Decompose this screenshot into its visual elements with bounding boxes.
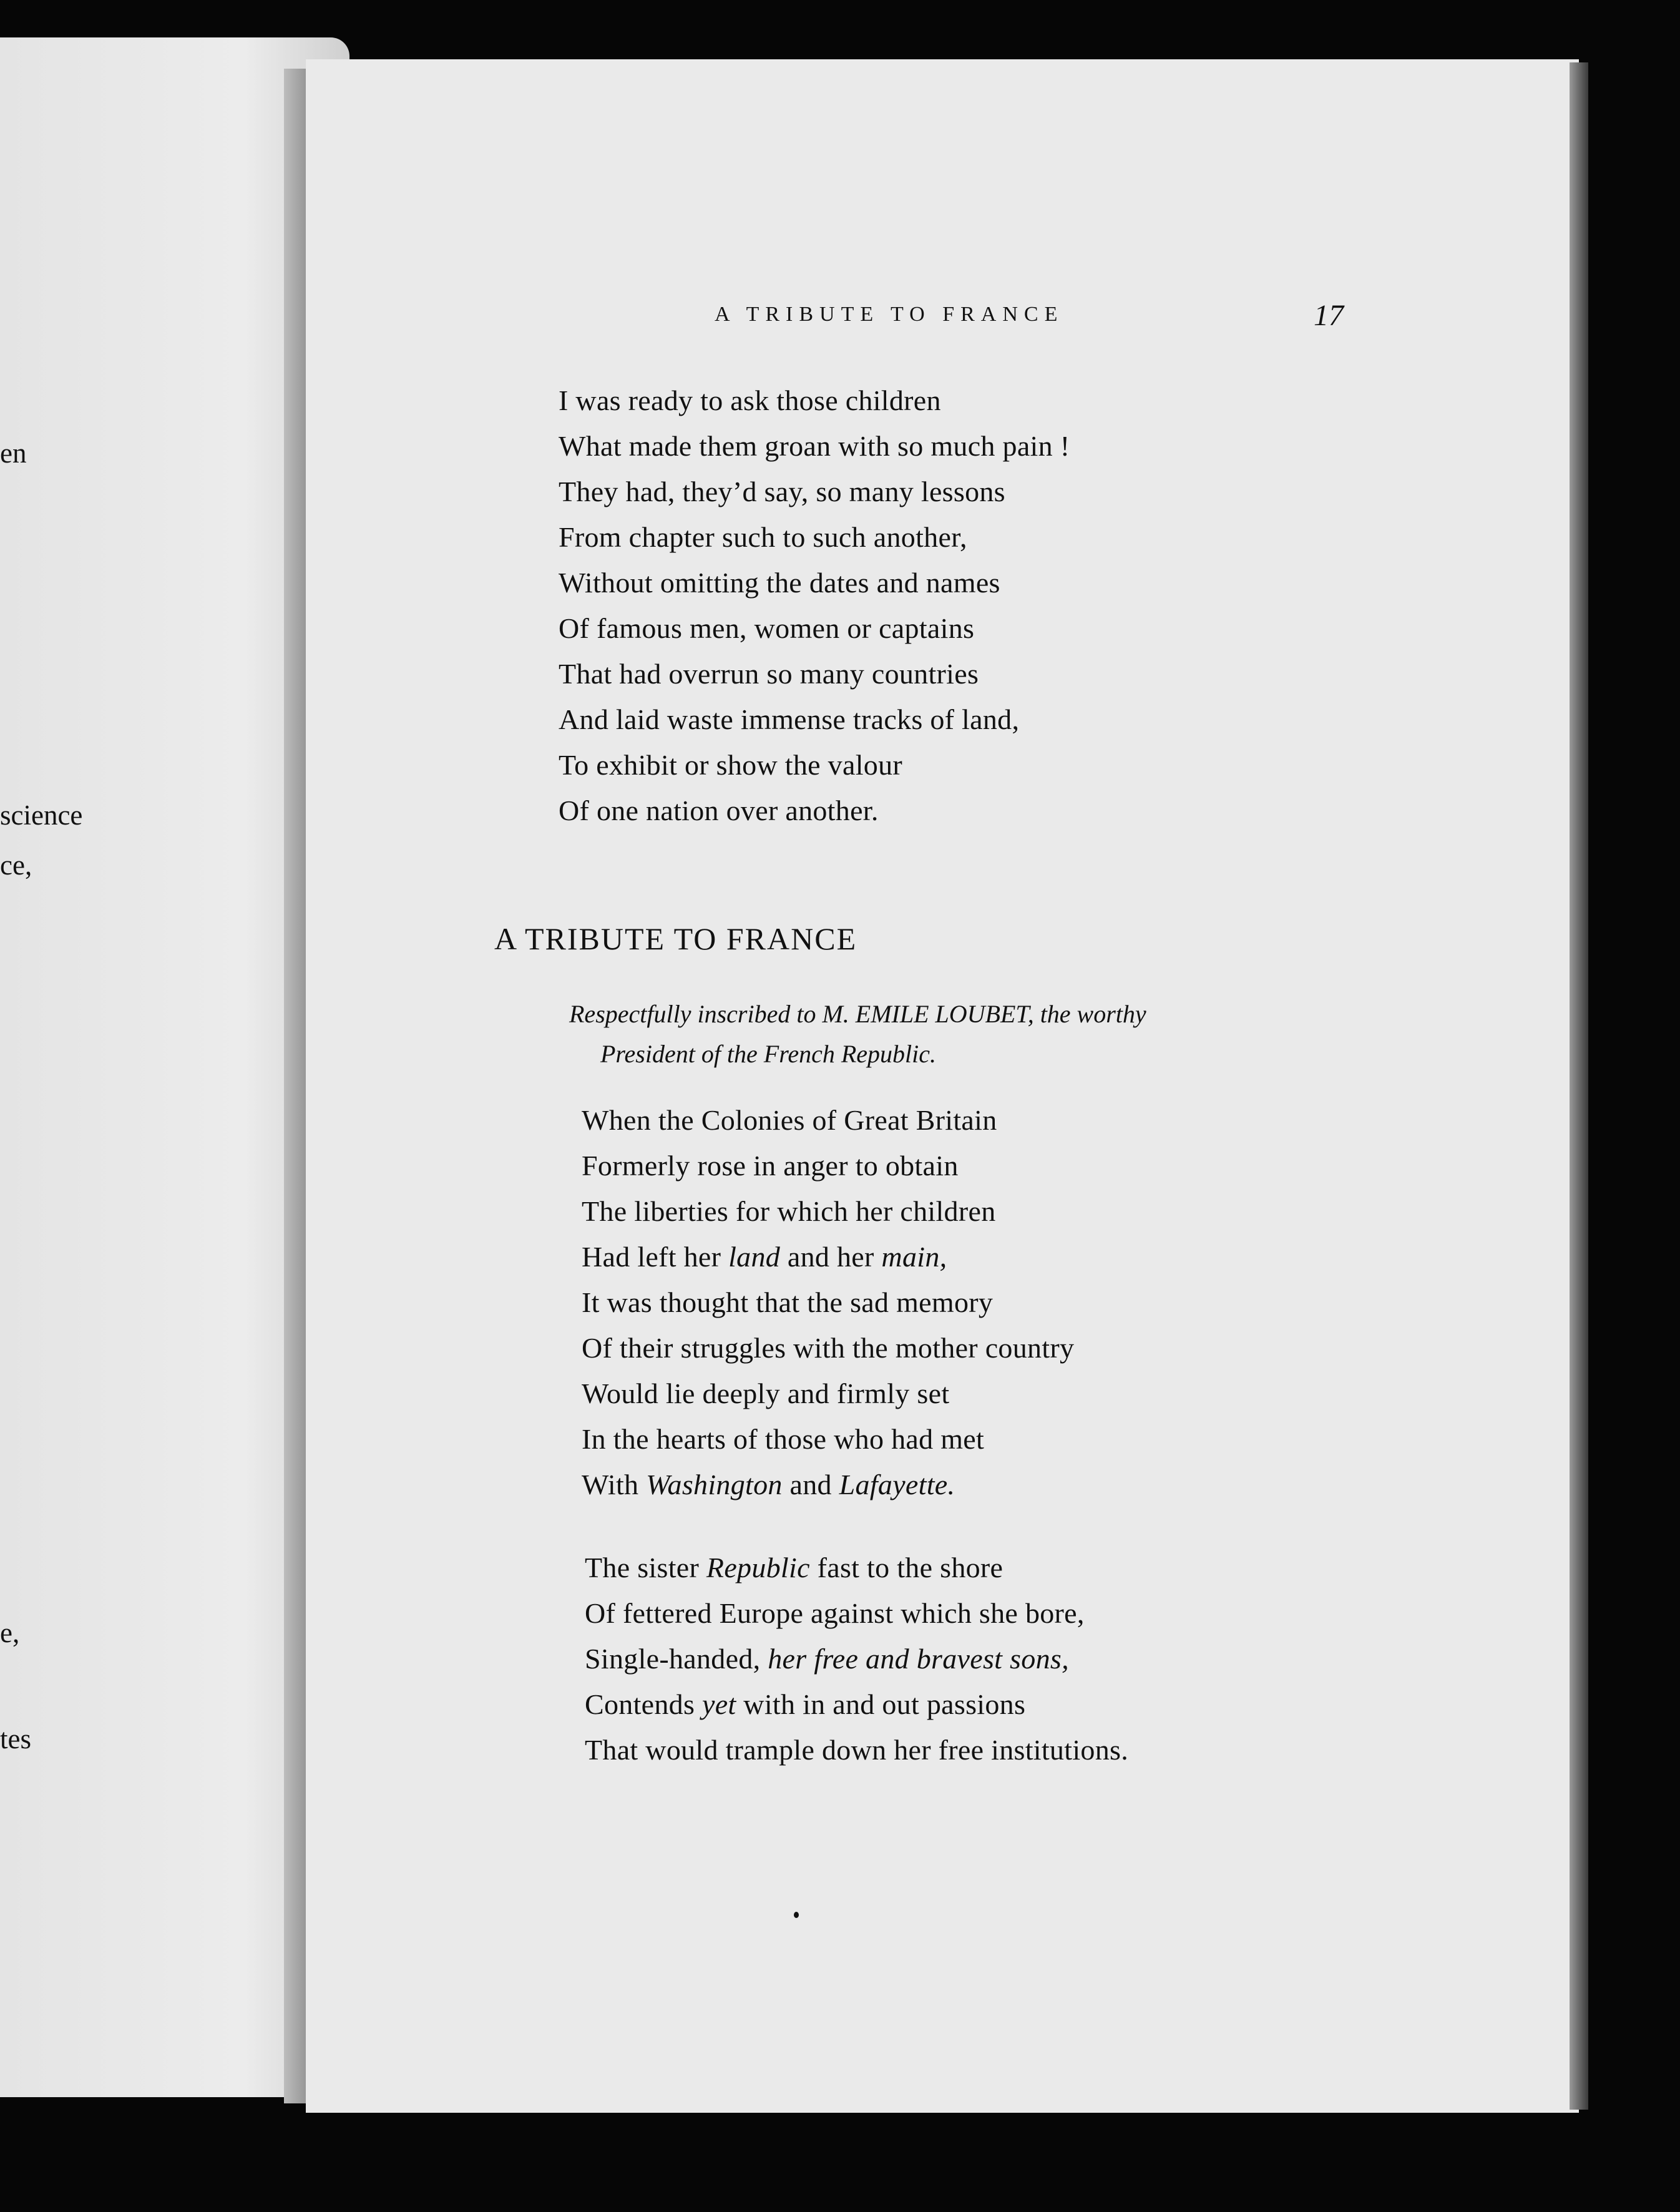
italic-phrase: her free and bravest sons, [768,1643,1069,1675]
line-text: It was thought that the sad memory [582,1286,994,1318]
line-text: and her [780,1241,882,1273]
poem-line [559,560,1070,605]
line-text: Would lie deeply and firmly set [582,1378,950,1409]
line-text: That had overrun so many countries [559,658,979,690]
left-page-fragment: ce, [0,849,32,881]
line-text: Formerly rose in anger to obtain [582,1150,959,1182]
poem-line [582,1462,1074,1507]
left-page-fragment: en [0,438,27,469]
poem-line [585,1727,1128,1773]
poem-line [585,1545,1128,1590]
dedication [569,994,1146,1074]
page-number: 17 [1314,299,1344,332]
line-text: Had left her [582,1241,729,1273]
poem-line [585,1636,1128,1681]
poem-line [559,605,1070,651]
line-text: Of their struggles with the mother country [582,1332,1075,1364]
line-text: Of one nation over another. [559,795,879,826]
poem-line [582,1416,1074,1462]
italic-phrase: Republic [706,1552,810,1583]
dedication-line-2: President of the French Republic. [600,1040,936,1068]
poem-line [559,469,1070,514]
dedication-line-1: Respectfully inscribed to M. EMILE LOUBET, the worthy [569,1000,1146,1028]
line-text: fast to the shore [809,1552,1004,1583]
line-text: Single-handed, [585,1643,768,1675]
stanza-2 [582,1097,1074,1507]
line-text: and [782,1469,839,1500]
poem-line [559,651,1070,697]
right-page [306,59,1579,2113]
poem-line [582,1325,1074,1371]
stanza-3 [585,1545,1128,1773]
line-text: Of fettered Europe against which she bore, [585,1597,1085,1629]
poem-line [559,514,1070,560]
line-text: The sister [585,1552,706,1583]
left-page-fragment: tes [0,1723,31,1754]
line-text: That would trample down her free institutions. [585,1734,1128,1766]
italic-phrase: yet [701,1688,736,1720]
line-text: To exhibit or show the valour [559,749,902,781]
left-page-fragment: science [0,800,83,831]
poem-line [585,1681,1128,1727]
poem-line [582,1234,1074,1280]
poem-line [582,1097,1074,1143]
italic-phrase: main, [881,1241,947,1273]
poem-line [582,1188,1074,1234]
poem-line [559,742,1070,788]
line-text: And laid waste immense tracks of land, [559,703,1020,735]
poem-line [559,423,1070,469]
poem-line [582,1280,1074,1325]
line-text: When the Colonies of Great Britain [582,1104,997,1136]
italic-phrase: Washington [646,1469,783,1500]
line-text: with in and out passions [736,1688,1026,1720]
page-edge [1570,62,1588,2110]
line-text: In the hearts of those who had met [582,1423,985,1455]
poem-line [559,788,1070,833]
line-text: Without omitting the dates and names [559,567,1000,599]
line-text: They had, they’d say, so many lessons [559,476,1005,507]
italic-phrase: Lafayette. [839,1469,955,1500]
left-page-fragment: e, [0,1617,20,1648]
poem-line [582,1143,1074,1188]
line-text: What made them groan with so much pain ! [559,430,1070,462]
italic-phrase: land [728,1241,781,1273]
stanza-1 [559,378,1070,833]
line-text: The liberties for which her children [582,1195,996,1227]
poem-line [582,1371,1074,1416]
line-text: Of famous men, women or captains [559,612,975,644]
poem-line [559,697,1070,742]
line-text: Contends [585,1688,702,1720]
line-text: From chapter such to such another, [559,521,967,553]
line-text: With [582,1469,647,1500]
poem-line [585,1590,1128,1636]
ink-speck [794,1912,799,1918]
poem-title: A TRIBUTE TO FRANCE [494,921,857,956]
line-text: I was ready to ask those children [559,384,941,416]
running-head: A TRIBUTE TO FRANCE [715,303,1064,326]
poem-line [559,378,1070,423]
